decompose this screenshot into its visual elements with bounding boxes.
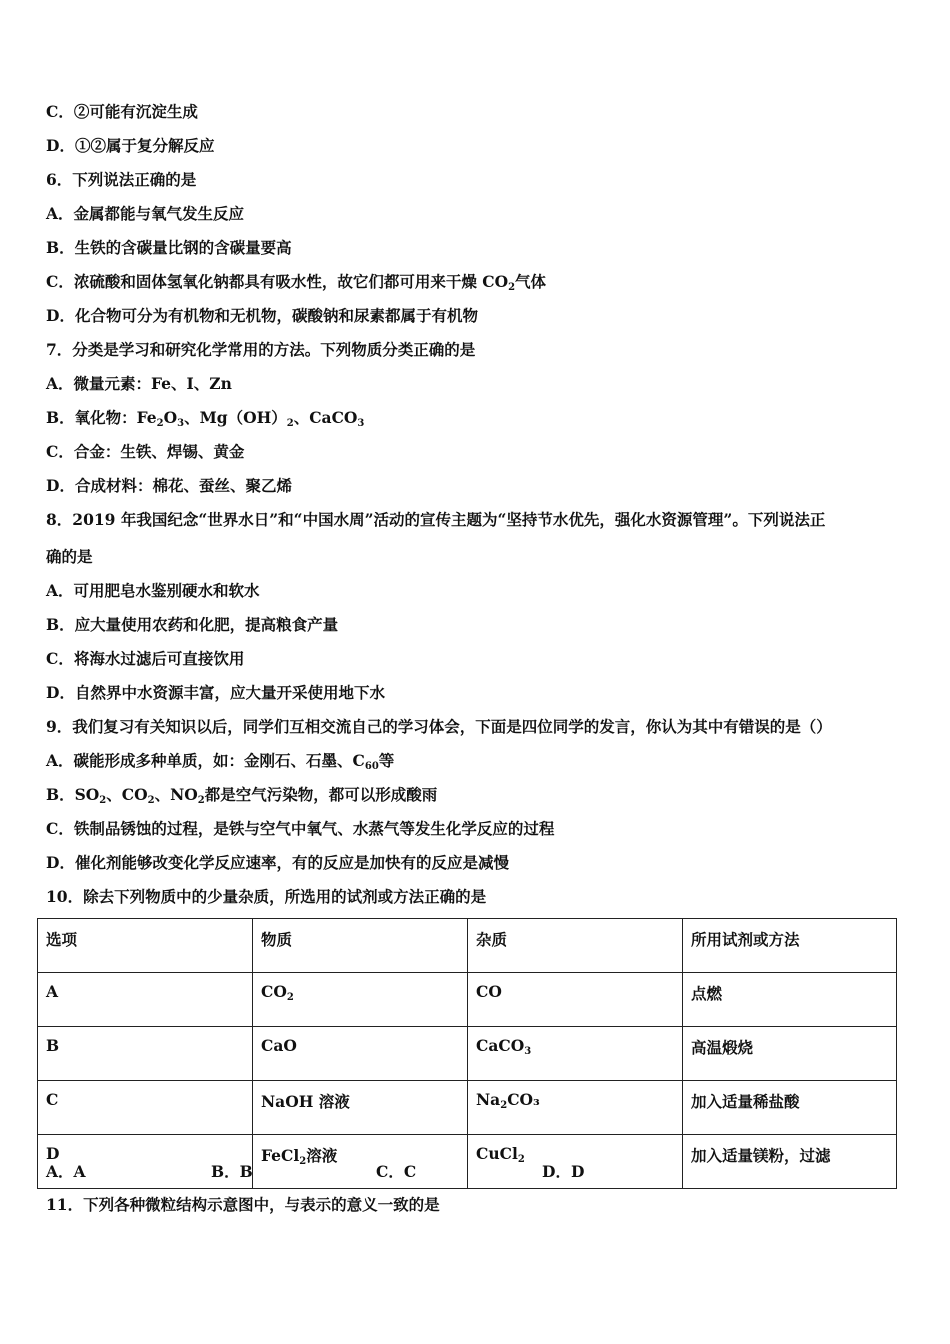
- subscript: 3: [524, 1046, 532, 1057]
- text: A．碳能形成多种单质，如：金刚石、石墨、C: [46, 751, 365, 770]
- subscript: 2: [147, 795, 155, 806]
- subscript: 2: [99, 795, 107, 806]
- question-8-cont: 确的是: [46, 547, 93, 566]
- subscript: 2: [197, 795, 205, 806]
- answer-option-b[interactable]: B．B: [211, 1162, 253, 1181]
- line-q9a: [46, 751, 394, 777]
- text: 、NO: [154, 785, 198, 804]
- text: FeCl: [261, 1146, 300, 1165]
- table-cell-option: A: [38, 973, 253, 1027]
- table-cell-substance: [253, 1135, 468, 1189]
- line-q8c: C．将海水过滤后可直接饮用: [46, 649, 245, 668]
- question-11: 11．下列各种微粒结构示意图中，与表示的意义一致的是: [46, 1195, 440, 1214]
- line-q7d: D．合成材料：棉花、蚕丝、聚乙烯: [46, 476, 292, 495]
- text: B．氧化物：Fe: [46, 408, 157, 427]
- table-cell-impurity: [468, 1081, 683, 1135]
- text: Na: [476, 1090, 501, 1109]
- table-cell-substance: [253, 1081, 468, 1135]
- subscript: 2: [508, 282, 516, 293]
- subscript: 2: [286, 992, 294, 1003]
- text: 都是空气污染物，都可以形成酸雨: [204, 785, 438, 804]
- subscript: 2: [517, 1154, 525, 1165]
- line-q6a: A．金属都能与氧气发生反应: [46, 204, 245, 223]
- impurity-table: [37, 918, 897, 1189]
- table-header-row: [38, 919, 897, 973]
- table-cell-substance: [253, 973, 468, 1027]
- table-cell-impurity: [468, 973, 683, 1027]
- text: CO: [261, 982, 287, 1001]
- line-q8a: A．可用肥皂水鉴别硬水和软水: [46, 581, 260, 600]
- subscript: 2: [286, 418, 294, 429]
- table-row: [38, 1135, 897, 1189]
- answer-option-c[interactable]: C．C: [376, 1162, 417, 1181]
- table-header-cell: 所用试剂或方法: [683, 919, 897, 973]
- text: NaOH 溶液: [261, 1092, 350, 1111]
- question-8: 8．2019 年我国纪念“世界水日”和“中国水周”活动的宣传主题为“坚持节水优先，强化水资源管理”。下列说法正: [46, 510, 826, 529]
- table-cell-option: B: [38, 1027, 253, 1081]
- line-q5c: C．②可能有沉淀生成: [46, 102, 198, 121]
- subscript: 60: [364, 761, 379, 772]
- text: 、CaCO: [293, 408, 358, 427]
- table-cell-method: 加入适量镁粉，过滤: [683, 1135, 897, 1189]
- line-q6d: D．化合物可分为有机物和无机物，碳酸钠和尿素都属于有机物: [46, 306, 478, 325]
- text: CuCl: [476, 1144, 518, 1163]
- text: 气体: [515, 272, 547, 291]
- text: CO₃: [507, 1090, 540, 1109]
- subscript: 2: [299, 1156, 307, 1167]
- text: 等: [378, 751, 395, 770]
- line-q6c: [46, 272, 546, 298]
- line-q9c: C．铁制品锈蚀的过程，是铁与空气中氧气、水蒸气等发生化学反应的过程: [46, 819, 555, 838]
- line-q8b: B．应大量使用农药和化肥，提高粮食产量: [46, 615, 339, 634]
- table-cell-option: C: [38, 1081, 253, 1135]
- question-6: 6．下列说法正确的是: [46, 170, 197, 189]
- text: 溶液: [306, 1146, 338, 1165]
- table-cell-method: 点燃: [683, 973, 897, 1027]
- line-q7a: A．微量元素：Fe、I、Zn: [46, 374, 232, 393]
- text: C．浓硫酸和固体氢氧化钠都具有吸水性，故它们都可用来干燥 CO: [46, 272, 509, 291]
- table-cell-option: D: [38, 1135, 253, 1189]
- line-q7c: C．合金：生铁、焊锡、黄金: [46, 442, 245, 461]
- line-q6b: B．生铁的含碳量比钢的含碳量要高: [46, 238, 292, 257]
- text: 、CO: [106, 785, 148, 804]
- line-q8d: D．自然界中水资源丰富，应大量开采使用地下水: [46, 683, 385, 702]
- text: CaCO: [476, 1036, 525, 1055]
- subscript: 3: [177, 418, 185, 429]
- table-row: [38, 1027, 897, 1081]
- question-10: 10．除去下列物质中的少量杂质，所选用的试剂或方法正确的是: [46, 887, 487, 906]
- subscript: 3: [357, 418, 365, 429]
- table-cell-impurity: [468, 1027, 683, 1081]
- subscript: 2: [156, 418, 164, 429]
- table-header-cell: 杂质: [468, 919, 683, 973]
- table-row: [38, 973, 897, 1027]
- table-cell-method: 加入适量稀盐酸: [683, 1081, 897, 1135]
- table-cell-method: 高温煅烧: [683, 1027, 897, 1081]
- text: 、Mg（OH）: [184, 408, 287, 427]
- table-header-cell: 物质: [253, 919, 468, 973]
- answer-option-d[interactable]: D．D: [542, 1162, 585, 1181]
- line-q5d: D．①②属于复分解反应: [46, 136, 215, 155]
- text: CaO: [261, 1036, 297, 1055]
- line-q7b: [46, 408, 364, 434]
- text: B．SO: [46, 785, 100, 804]
- subscript: 2: [500, 1100, 508, 1111]
- line-q9d: D．催化剂能够改变化学反应速率，有的反应是加快有的反应是减慢: [46, 853, 509, 872]
- table-row: [38, 1081, 897, 1135]
- question-9: 9．我们复习有关知识以后，同学们互相交流自己的学习体会，下面是四位同学的发言，你认为其中有错误的是（）: [46, 717, 832, 736]
- answer-option-a[interactable]: A．A: [46, 1162, 86, 1181]
- text: O: [163, 408, 178, 427]
- line-q9b: [46, 785, 437, 811]
- table-cell-substance: [253, 1027, 468, 1081]
- question-7: 7．分类是学习和研究化学常用的方法。下列物质分类正确的是: [46, 340, 476, 359]
- table-header-cell: 选项: [38, 919, 253, 973]
- text: CO: [476, 982, 502, 1001]
